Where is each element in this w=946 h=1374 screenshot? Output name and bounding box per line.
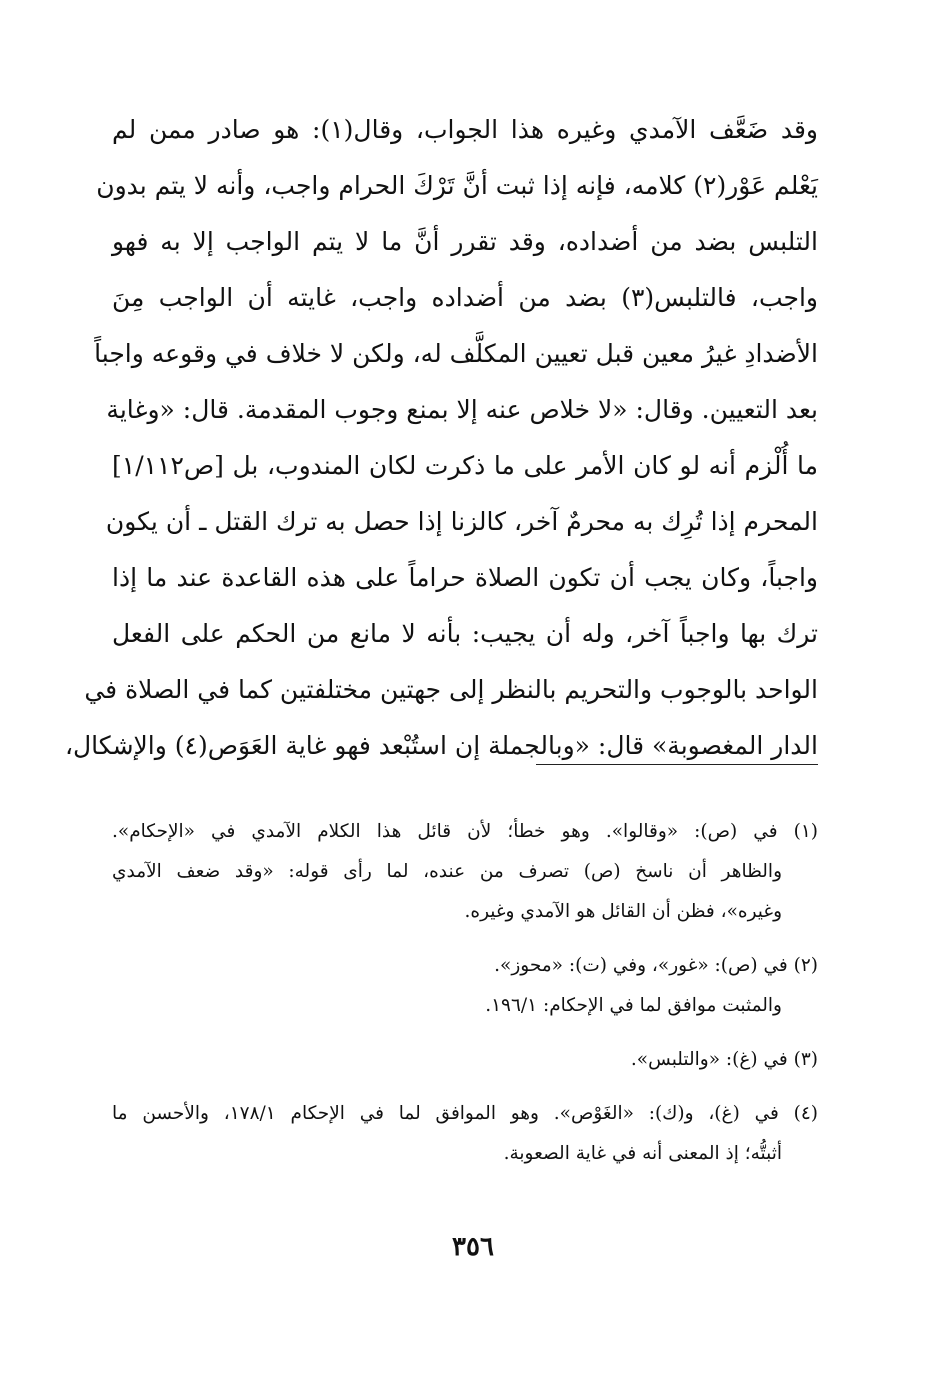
footnote-line: (١) في (ص): «وقالوا». وهو خطأ؛ لأن قائل هذا الكلام الآمدي في «الإحكام». xyxy=(112,821,818,842)
main-text-line: ترك بها واجباً آخر، وله أن يجيب: بأنه لا مانع من الحكم على الفعل xyxy=(112,619,818,648)
main-text-line: الواحد بالوجوب والتحريم بالنظر إلى جهتين مختلفتين كما في الصلاة في xyxy=(84,675,818,704)
footnote-line: (٣) في (غ): «والتلبس». xyxy=(630,1049,818,1070)
footnote-line: (٤) في (غ)، و(ك): «الغَوْص». وهو الموافق لما في الإحكام ١٧٨/١، والأحسن ما xyxy=(112,1103,818,1124)
page-number: ٣٥٦ xyxy=(452,1232,494,1262)
main-text-line: يَعْلم عَوْر(٢) كلامه، فإنه إذا ثبت أنَّ تَرْكَ الحرام واجب، وأنه لا يتم بدون xyxy=(96,171,818,200)
footnote-4 xyxy=(112,1094,818,1174)
main-text-line: وقد ضَعَّف الآمدي وغيره هذا الجواب، وقال(١): هو صادر ممن لم xyxy=(112,115,818,144)
footnote-line: أثبتُّه؛ إذ المعنى أنه في غاية الصعوبة. xyxy=(503,1143,782,1164)
main-text-line: المحرم إذا تُرِك به محرمٌ آخر، كالزنا إذا حصل به ترك القتل ـ أن يكون xyxy=(105,507,818,536)
main-text-line: الدار المغصوبة» قال: «وبالجملة إن استُبْعد فهو غاية العَوَص(٤) والإشكال، xyxy=(64,731,818,760)
footnote-line: والمثبت موافق لما في الإحكام: ١٩٦/١. xyxy=(485,995,782,1016)
footnote-2 xyxy=(112,946,818,1026)
main-text-line: الأضدادِ غيرُ معين قبل تعيين المكلَّف له، ولكن لا خلاف في وقوعه واجباً xyxy=(94,339,818,368)
footnote-1 xyxy=(112,812,818,932)
footnote-separator xyxy=(536,764,818,765)
main-text-line: واجب، فالتلبس(٣) بضد من أضداده واجب، غايته أن الواجب مِنَ xyxy=(112,283,818,312)
main-text-line: بعد التعيين. وقال: «لا خلاص عنه إلا بمنع وجوب المقدمة. قال: «وغاية xyxy=(106,395,818,424)
main-text-line: واجباً، وكان يجب أن تكون الصلاة حراماً على هذه القاعدة عند ما إذا xyxy=(112,563,818,592)
footnote-line: وغيره»، فظن أن القائل هو الآمدي وغيره. xyxy=(464,901,782,922)
footnote-line: والظاهر أن ناسخ (ص) تصرف من عنده، لما رأى قوله: «وقد ضعف الآمدي xyxy=(112,861,782,882)
main-text-body xyxy=(64,102,818,774)
main-text-line: ما أُلْزم أنه لو كان الأمر على ما ذكرت لكان المندوب، بل [ص١/١١٢] xyxy=(112,451,818,480)
footnotes-section xyxy=(112,812,818,1188)
main-text-line: التلبس بضد من أضداده، وقد تقرر أنَّ ما لا يتم الواجب إلا به فهو xyxy=(112,227,818,256)
footnote-3 xyxy=(112,1040,818,1080)
footnote-line: (٢) في (ص): «غور»، وفي (ت): «محوز». xyxy=(494,955,818,976)
